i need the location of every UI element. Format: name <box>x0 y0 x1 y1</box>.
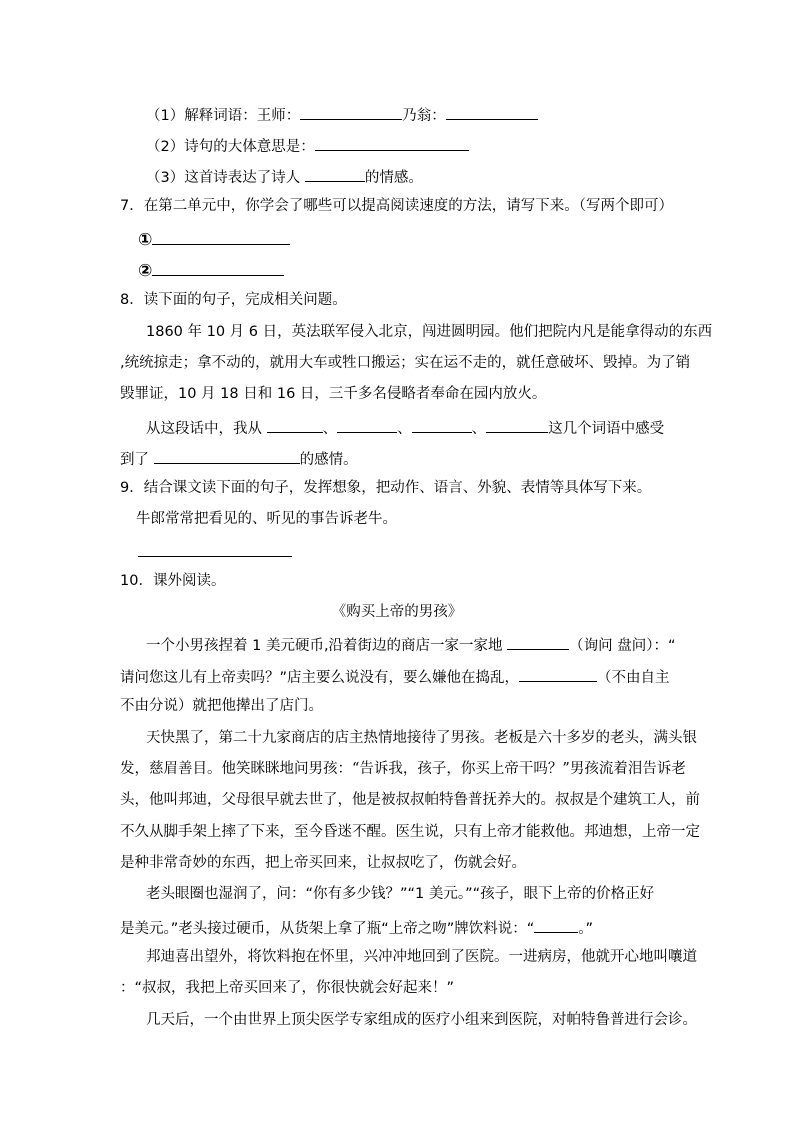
separator: 、 <box>471 421 487 437</box>
passage-quote: “告诉我，孩子，你买上帝干吗？” <box>352 761 570 777</box>
passage-p2-line-3: 头，他叫邦迪，父母很早就去世了，他是被叔叔帕特鲁普抚养大的。叔叔是个建筑工人，前 <box>120 792 700 808</box>
answer-blank-meaning[interactable] <box>315 134 469 151</box>
q6-sub2 <box>146 134 469 157</box>
q9-answer <box>138 540 292 563</box>
answer-blank-naiweng[interactable] <box>446 103 538 120</box>
q6-sub1-mid: 乃翁： <box>402 108 446 124</box>
answer-blank-imagination[interactable] <box>138 540 292 557</box>
q7-answer-2 <box>138 259 284 282</box>
q10-stem: 10．课外阅读。 <box>120 573 226 589</box>
passage-p2-line-1: 天快黑了，第二十九家商店的店主热情地接待了男孩。老板是六十多岁的老头，满头银 <box>146 730 697 746</box>
q8-answer-line-2 <box>120 447 358 470</box>
q6-sub1 <box>146 103 538 126</box>
passage-title: 《购买上帝的男孩》 <box>331 604 463 620</box>
passage-p1-line-3: 不由分说）就把他撵出了店门。 <box>120 698 323 714</box>
answer-blank-feeling[interactable] <box>154 447 300 464</box>
answer-blank-word-choice-2[interactable] <box>519 665 597 682</box>
q6-sub3 <box>146 165 423 188</box>
q9-sentence: 牛郎常常把看见的、听见的事告诉老牛。 <box>136 511 397 527</box>
q7-stem: 7．在第二单元中，你学会了哪些可以提高阅读速度的方法，请写下来。（写两个即可） <box>120 198 673 214</box>
passage-p2-line-5: 是种非常奇妙的东西，把上帝买回来，让叔叔吃了，伤就会好。 <box>120 855 526 871</box>
passage-p2-line-4: 不久从脚手架上摔了下来，至今昏迷不醒。医生说，只有上帝才能救他。邦迪想，上帝一定 <box>120 824 700 840</box>
q8-answer-prefix: 从这段话中，我从 <box>146 421 267 437</box>
q8-paragraph-line-3: 毁罪证，10 月 18 日和 16 日，三千多名侵略者奉命在园内放火。 <box>120 386 547 402</box>
separator: 、 <box>397 421 412 437</box>
q6-sub1-prefix: （1）解释词语：王师： <box>146 108 301 124</box>
answer-blank-word-3[interactable] <box>412 416 472 433</box>
passage-p1-line-1 <box>146 633 676 656</box>
passage-text: 男孩流着泪告诉老 <box>569 761 686 777</box>
q8-paragraph-line-1: 1860 年 10 月 6 日，英法联军侵入北京，闯进圆明园。他们把院内凡是能拿得动的东西 <box>146 324 713 340</box>
q6-sub3-prefix: （3）这首诗表达了诗人 <box>146 170 305 186</box>
passage-text: （询问 盘问）：“ <box>569 638 676 654</box>
q6-sub2-text: （2）诗句的大体意思是： <box>146 139 315 155</box>
circled-one-marker: ① <box>138 230 153 250</box>
answer-blank-word-1[interactable] <box>267 416 323 433</box>
separator: 、 <box>322 421 338 437</box>
passage-p1-line-2 <box>120 665 670 688</box>
q8-answer-line2-suffix: 的感情。 <box>299 452 358 468</box>
answer-blank-word-4[interactable] <box>486 416 548 433</box>
q8-answer-line2-prefix: 到了 <box>120 452 154 468</box>
passage-p4-line-1: 邦迪喜出望外，将饮料抱在怀里，兴冲冲地回到了医院。一进病房，他就开心地叫嚷道 <box>146 949 697 965</box>
passage-text: 请问您这儿有上帝卖吗？”店主要么说没有，要么嫌他在捣乱， <box>120 670 520 686</box>
answer-blank-wangshi[interactable] <box>300 103 402 120</box>
q8-paragraph-line-2: ,统统掠走；拿不动的，就用大车或牲口搬运；实在运不走的，就任意破坏、毁掉。为了销 <box>120 355 691 371</box>
answer-blank-method-1[interactable] <box>152 228 290 245</box>
answer-blank-word-2[interactable] <box>337 416 397 433</box>
q8-answer-suffix: 这几个词语中感受 <box>548 421 665 437</box>
q6-sub3-suffix: 的情感。 <box>364 170 423 186</box>
passage-p3-line-1: 老头眼圈也湿润了，问：“你有多少钱？”“1 美元。”“孩子，眼下上帝的价格正好 <box>146 886 655 902</box>
passage-text: （不由自主 <box>597 670 670 686</box>
passage-p4-line-2: ：“叔叔，我把上帝买回来了，你很快就会好起来！” <box>120 980 455 996</box>
q7-answer-1 <box>138 228 290 251</box>
circled-two-marker: ② <box>138 261 153 281</box>
answer-blank-emotion[interactable] <box>305 165 365 182</box>
passage-p5-line-1: 几天后，一个由世界上顶尖医学专家组成的医疗小组来到医院，对帕特鲁普进行会诊。 <box>146 1012 697 1028</box>
answer-blank-method-2[interactable] <box>152 259 284 276</box>
q8-stem: 8．读下面的句子，完成相关问题。 <box>120 292 347 308</box>
passage-p3-line-2 <box>120 916 593 939</box>
q8-answer-line-1 <box>146 416 664 439</box>
answer-blank-word-choice-1[interactable] <box>507 633 569 650</box>
passage-text: 是美元。”老头接过硬币，从货架上拿了瓶“上帝之吻”牌饮料说：“ <box>120 921 535 937</box>
passage-text: 。” <box>578 921 594 937</box>
passage-text: 一个小男孩捏着 1 美元硬币,沿着街边的商店一家一家地 <box>146 638 508 654</box>
q9-stem: 9．结合课文读下面的句子，发挥想象，把动作、语言、外貌、表情等具体写下来。 <box>120 480 652 496</box>
passage-p2-line-2 <box>120 759 686 779</box>
answer-blank-saying[interactable] <box>534 916 578 933</box>
passage-text: 发，慈眉善目。他笑眯眯地问男孩： <box>120 761 352 777</box>
